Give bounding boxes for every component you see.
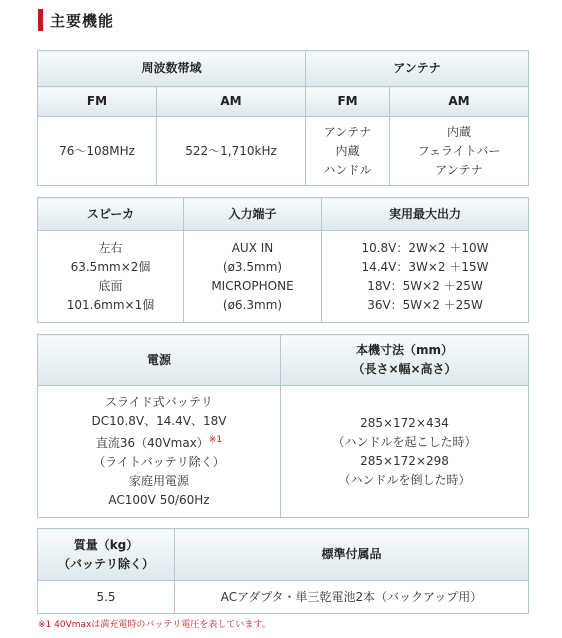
- fm-range-cell: 76～108MHz: [38, 117, 157, 186]
- frequency-antenna-table: [37, 50, 529, 186]
- mass-cell: 5.5: [38, 581, 175, 614]
- speaker-input-output-table: [37, 197, 529, 323]
- power-line: [42, 431, 276, 453]
- speaker-cell: [38, 231, 184, 323]
- dimensions-line: （ハンドルを起こした時）: [332, 434, 477, 449]
- am-range-cell: 522～1,710kHz: [157, 117, 306, 186]
- mass-header-line: 質量（kg）: [73, 537, 139, 552]
- power-line: 家庭用電源: [128, 474, 189, 488]
- dimensions-line: （ハンドルを倒した時）: [338, 472, 471, 487]
- fm-antenna-cell: [306, 117, 390, 186]
- power-line: AC100V 50/60Hz: [108, 493, 210, 507]
- footnote-mark: ※1: [208, 435, 223, 445]
- accessories-cell: ACアダプタ・単三乾電池2本（バックアップ用）: [175, 581, 529, 614]
- am-antenna-line: フェライトバー: [417, 143, 501, 158]
- mass-header: [38, 529, 175, 581]
- mass-header-line: （バッテリ除く）: [57, 556, 154, 571]
- power-header: 電源: [38, 335, 281, 386]
- max-output-cell: [322, 231, 529, 323]
- dimensions-line: 285×172×298: [360, 453, 449, 468]
- fm-antenna-line: ハンドル: [323, 162, 372, 177]
- dimensions-header: [281, 335, 529, 386]
- speaker-header: スピーカ: [38, 198, 184, 231]
- section-title-text: 主要機能: [50, 11, 115, 30]
- section-title: [38, 6, 558, 34]
- am-antenna-line: アンテナ: [435, 162, 483, 177]
- output-line: 14.4V：3W×2 ＋15W: [361, 259, 489, 274]
- fm-band-header: FM: [38, 87, 157, 117]
- antenna-header: アンテナ: [306, 51, 529, 87]
- fm-antenna-line: 内蔵: [335, 143, 360, 158]
- power-line: スライド式バッテリ: [105, 395, 213, 409]
- dimensions-cell: [281, 386, 529, 518]
- power-dimensions-table: [37, 334, 529, 518]
- max-output-header: 実用最大出力: [322, 198, 529, 231]
- dimensions-line: 285×172×434: [360, 415, 449, 430]
- dimensions-header-line: （長さ×幅×高さ）: [352, 362, 457, 376]
- fm-antenna-line: アンテナ: [323, 124, 372, 139]
- power-line: DC10.8V、14.4V、18V: [91, 414, 227, 428]
- am-antenna-cell: [390, 117, 529, 186]
- input-line: MICROPHONE: [211, 278, 294, 293]
- footnote: ※1 40Vmaxは満充電時のバッテリ電圧を表しています。: [38, 620, 271, 630]
- speaker-line: 63.5mm×2個: [70, 259, 151, 274]
- fm-antenna-header: FM: [306, 87, 390, 117]
- title-accent-bar: [38, 9, 43, 31]
- mass-accessories-table: [37, 528, 529, 614]
- input-line: AUX IN: [231, 240, 274, 255]
- am-antenna-header: AM: [390, 87, 529, 117]
- output-line: 18V：5W×2 ＋25W: [367, 278, 483, 293]
- input-terminal-cell: [184, 231, 322, 323]
- power-line: （ライトバッテリ除く）: [93, 455, 225, 469]
- speaker-line: 左右: [98, 240, 123, 255]
- accessories-header: 標準付属品: [175, 529, 529, 581]
- input-line: (ø3.5mm): [222, 259, 283, 274]
- speaker-line: 101.6mm×1個: [66, 297, 155, 312]
- am-antenna-line: 内蔵: [447, 124, 472, 139]
- output-line: 10.8V：2W×2 ＋10W: [361, 240, 489, 255]
- dimensions-header-line: 本機寸法（mm）: [355, 343, 453, 357]
- speaker-line: 底面: [98, 278, 123, 293]
- am-band-header: AM: [157, 87, 306, 117]
- input-line: (ø6.3mm): [222, 297, 283, 312]
- input-terminal-header: 入力端子: [184, 198, 322, 231]
- power-cell: [38, 386, 281, 518]
- frequency-band-header: 周波数帯域: [38, 51, 306, 87]
- output-line: 36V：5W×2 ＋25W: [367, 297, 483, 312]
- power-line-text: 直流36（40Vmax）: [95, 436, 209, 450]
